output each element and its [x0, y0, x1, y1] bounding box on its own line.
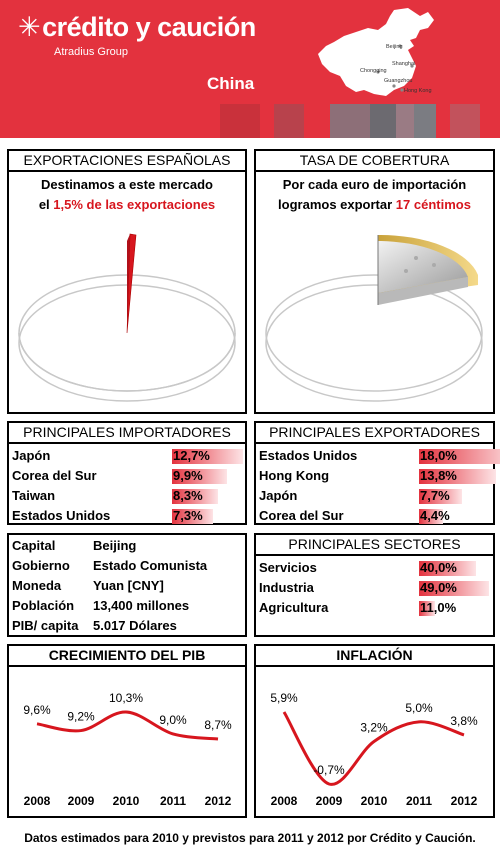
cobertura-value: 17 céntimos	[395, 197, 471, 212]
panel-title: TASA DE COBERTURA	[256, 151, 493, 172]
importadores-list	[9, 444, 245, 526]
item-name: Corea del Sur	[259, 508, 344, 523]
cobertura-panel	[254, 149, 495, 414]
chart-title: CRECIMIENTO DEL PIB	[9, 646, 245, 667]
data-label: 9,6%	[23, 702, 51, 717]
map-city-label: Hong Kong	[404, 88, 432, 94]
info-row	[12, 596, 245, 616]
x-tick-label: 2010	[112, 794, 140, 808]
footer-note: Datos estimados para 2010 y previstos para 2011 y 2012 por Crédito y Caución.	[24, 831, 476, 845]
panel-title: PRINCIPALES EXPORTADORES	[256, 423, 493, 444]
item-name: Taiwan	[12, 488, 56, 503]
panel-title: EXPORTACIONES ESPAÑOLAS	[9, 151, 245, 172]
x-tick-label: 2012	[204, 794, 232, 808]
exportadores-panel	[254, 421, 495, 525]
item-name: Japón	[259, 488, 298, 503]
brand-name: crédito y caución	[42, 12, 256, 42]
x-tick-label: 2011	[405, 794, 433, 808]
item-value: 4,4%	[420, 508, 450, 523]
brand-subtitle: Atradius Group	[54, 46, 128, 58]
list-item	[259, 598, 493, 618]
info-value: 13,400 millones	[93, 598, 190, 613]
data-label: 3,2%	[360, 720, 388, 735]
china-map	[316, 6, 436, 106]
info-value: 5.017 Dólares	[93, 618, 177, 633]
info-row	[12, 556, 245, 576]
brand-logo	[18, 12, 256, 43]
exportaciones-line2	[9, 195, 245, 215]
exportaciones-pie	[9, 213, 245, 413]
cobertura-line2	[256, 195, 493, 215]
sectores-list	[256, 556, 493, 618]
item-value: 49,0%	[420, 580, 457, 595]
data-label: 5,0%	[405, 700, 433, 715]
x-tick-label: 2008	[270, 794, 298, 808]
list-item	[259, 446, 493, 466]
item-value: 7,3%	[173, 508, 203, 523]
series-line	[37, 709, 218, 739]
exportaciones-line2-prefix: el	[38, 197, 54, 212]
list-item	[12, 446, 245, 466]
panel-title: PRINCIPALES IMPORTADORES	[9, 423, 245, 444]
data-label: 3,8%	[450, 713, 478, 728]
inflacion-line-chart	[256, 667, 493, 816]
item-value: 18,0%	[420, 448, 457, 463]
cobertura-line2-prefix: logramos exportar	[278, 197, 396, 212]
map-city-label: Beijing	[386, 44, 403, 50]
item-name: Hong Kong	[259, 468, 330, 483]
item-value: 40,0%	[420, 560, 457, 575]
data-label: -0,7%	[313, 763, 345, 777]
exportaciones-panel	[7, 149, 247, 414]
item-name: Estados Unidos	[12, 508, 111, 523]
pib-chart-panel	[7, 644, 247, 818]
info-value: Beijing	[93, 538, 137, 553]
x-tick-label: 2010	[360, 794, 388, 808]
info-value: Estado Comunista	[93, 558, 208, 573]
list-item	[12, 506, 245, 526]
item-name: Agricultura	[259, 600, 329, 615]
list-item	[12, 486, 245, 506]
item-value: 9,9%	[173, 468, 203, 483]
country-name: China	[207, 74, 255, 93]
list-item	[259, 578, 493, 598]
item-value: 12,7%	[173, 448, 210, 463]
data-label: 5,9%	[270, 691, 298, 705]
inflacion-chart-panel	[254, 644, 495, 818]
info-value: Yuan [CNY]	[93, 578, 164, 593]
item-name: Servicios	[259, 560, 317, 575]
coin-pie	[256, 213, 493, 413]
exportaciones-share: 1,5% de las exportaciones	[53, 197, 216, 212]
data-label: 9,2%	[67, 709, 95, 724]
chart-title: INFLACIÓN	[256, 646, 493, 667]
item-name: Corea del Sur	[12, 468, 97, 483]
cobertura-line1: Por cada euro de importación	[282, 177, 467, 192]
data-label: 10,3%	[108, 691, 144, 705]
info-label: Gobierno	[12, 558, 70, 573]
data-label: 8,7%	[204, 718, 232, 732]
panel-title: PRINCIPALES SECTORES	[256, 535, 493, 556]
x-tick-label: 2009	[67, 794, 95, 808]
sectores-panel	[254, 533, 495, 637]
country-info-panel	[7, 533, 247, 637]
info-row	[12, 576, 245, 596]
list-item	[259, 506, 493, 526]
list-item	[259, 486, 493, 506]
country-info-list	[9, 535, 245, 636]
info-label: Población	[12, 598, 75, 613]
item-name: Industria	[259, 580, 314, 595]
list-item	[12, 466, 245, 486]
map-city-label: Chongqing	[360, 68, 387, 74]
item-name: Japón	[12, 448, 51, 463]
info-label: PIB/ capita	[12, 618, 79, 633]
importadores-panel	[7, 421, 247, 525]
x-tick-label: 2009	[315, 794, 343, 808]
list-item	[259, 558, 493, 578]
decorative-stripes	[220, 104, 500, 138]
pib-line-chart	[9, 667, 245, 816]
item-value: 8,3%	[173, 488, 203, 503]
exportaciones-line1: Destinamos a este mercado	[41, 177, 213, 192]
item-value: 13,8%	[420, 468, 457, 483]
info-label: Moneda	[12, 578, 62, 593]
map-city-label: Guangzhou	[384, 78, 413, 84]
x-tick-label: 2008	[23, 794, 51, 808]
info-row	[12, 616, 245, 636]
header-banner	[0, 0, 500, 138]
info-row	[12, 536, 245, 556]
info-label: Capital	[12, 538, 56, 553]
x-tick-label: 2011	[159, 794, 187, 808]
item-name: Estados Unidos	[259, 448, 358, 463]
data-label: 9,0%	[159, 712, 187, 727]
x-tick-label: 2012	[450, 794, 478, 808]
item-value: 7,7%	[420, 488, 450, 503]
item-value: 11,0%	[420, 600, 457, 615]
map-city-label: Shanghai	[392, 61, 416, 67]
exportadores-list	[256, 444, 493, 526]
star-icon: ✳	[18, 12, 41, 42]
list-item	[259, 466, 493, 486]
